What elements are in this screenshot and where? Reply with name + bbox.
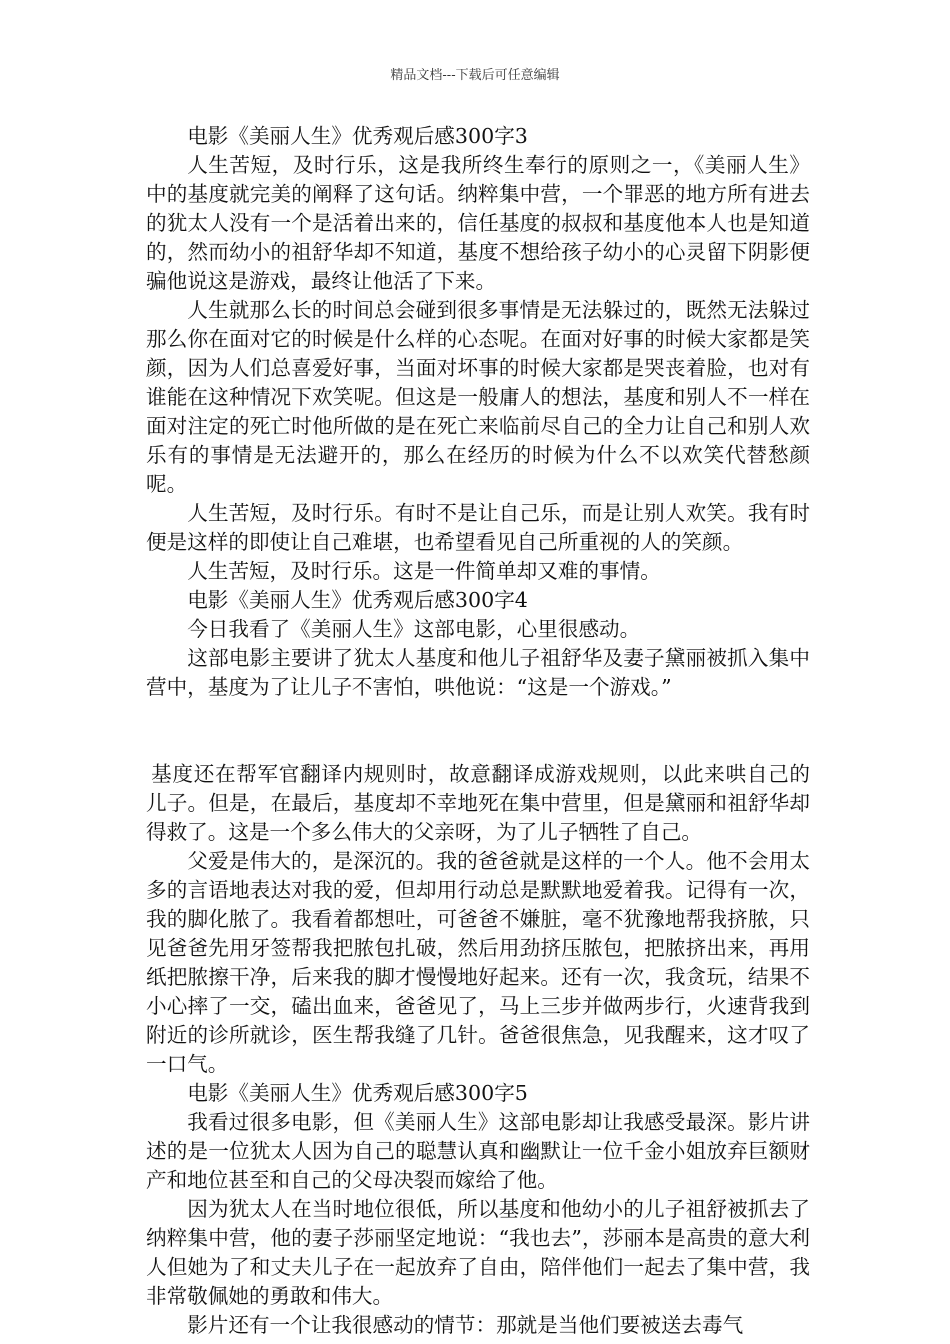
paragraph: 人生就那么长的时间总会碰到很多事情是无法躲过的，既然无法躲过那么你在面对它的时候是什么样的心态呢。在面对好事的时候大家都是笑颜，因为人们总喜爱好事，当面对坏事的时候大家都是哭丧着脸，也对有谁能在这种情况下欢笑呢。但这是一般庸人的想法，基度和别人不一样在面对注定的死亡时他所做的是在死亡来临前尽自己的全力让自己和别人欢乐有的事情是无法避开的，那么在经历的时候为什么不以欢笑代替愁颜呢。 xyxy=(146,298,810,496)
paragraph: 今日我看了《美丽人生》这部电影，心里很感动。 xyxy=(187,617,641,641)
paragraph: 我看过很多电影，但《美丽人生》这部电影却让我感受最深。影片讲述的是一位犹太人因为自己的聪慧认真和幽默让一位千金小姐放弃巨额财产和地位甚至和自己的父母决裂而嫁给了他。 xyxy=(146,1110,810,1192)
blank-space xyxy=(146,702,810,760)
section-title: 电影《美丽人生》优秀观后感300字5 xyxy=(187,1081,528,1105)
section-title: 电影《美丽人生》优秀观后感300字4 xyxy=(187,588,528,612)
paragraph: 人生苦短，及时行乐。这是一件简单却又难的事情。 xyxy=(187,559,661,583)
paragraph: 父爱是伟大的，是深沉的。我的爸爸就是这样的一个人。他不会用太多的言语地表达对我的爱，但却用行动总是默默地爱着我。记得有一次，我的脚化脓了。我看着都想吐，可爸爸不嫌脏，毫不犹豫地帮我挤脓，只见爸爸先用牙签帮我把脓包扎破，然后用劲挤压脓包，把脓挤出来，再用纸把脓擦干净，后来我的脚才慢慢地好起来。还有一次，我贪玩，结果不小心摔了一交，磕出血来，爸爸见了，马上三步并做两步行，火速背我到附近的诊所就诊，医生帮我缝了几针。爸爸很焦急，见我醒来，这才叹了一口气。 xyxy=(146,849,810,1076)
section-title: 电影《美丽人生》优秀观后感300字3 xyxy=(187,124,528,148)
paragraph: 因为犹太人在当时地位很低，所以基度和他幼小的儿子祖舒被抓去了纳粹集中营，他的妻子莎丽坚定地说：“我也去”，莎丽本是高贵的意大利人但她为了和丈夫儿子在一起放弃了自由，陪伴他们一起去了集中营，我非常敬佩她的勇敢和伟大。 xyxy=(146,1197,810,1308)
paragraph: 影片还有一个让我很感动的情节：那就是当他们要被送去毒气 xyxy=(187,1313,744,1337)
paragraph: 人生苦短，及时行乐，这是我所终生奉行的原则之一，《美丽人生》中的基度就完美的阐释了这句话。纳粹集中营，一个罪恶的地方所有进去的犹太人没有一个是活着出来的，信任基度的叔叔和基度他本人也是知道的，然而幼小的祖舒华却不知道，基度不想给孩子幼小的心灵留下阴影便骗他说这是游戏，最终让他活了下来。 xyxy=(146,153,810,293)
paragraph: 基度还在帮军官翻译内规则时，故意翻译成游戏规则，以此来哄自己的儿子。但是，在最后，基度却不幸地死在集中营里，但是黛丽和祖舒华却得救了。这是一个多么伟大的父亲呀，为了儿子牺牲了自己。 xyxy=(146,762,810,844)
page-header: 精品文档---下载后可任意编辑 xyxy=(390,68,560,83)
paragraph: 这部电影主要讲了犹太人基度和他儿子祖舒华及妻子黛丽被抓入集中营中，基度为了让儿子不害怕，哄他说：“这是一个游戏。” xyxy=(146,646,810,699)
paragraph: 人生苦短，及时行乐。有时不是让自己乐，而是让别人欢笑。我有时便是这样的即使让自己难堪，也希望看见自己所重视的人的笑颜。 xyxy=(146,501,810,554)
document-body xyxy=(146,122,810,1340)
